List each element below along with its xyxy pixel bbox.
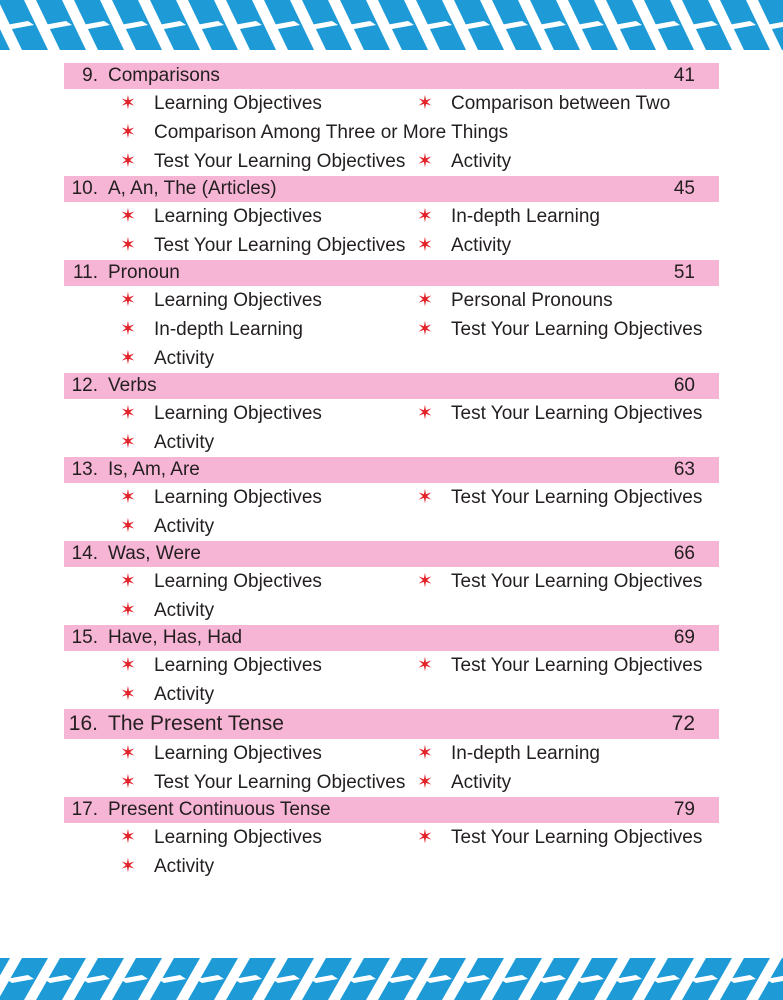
- asterisk-bullet-icon: ✶: [120, 290, 136, 311]
- topic-label: Test Your Learning Objectives: [154, 771, 406, 793]
- asterisk-bullet-icon: ✶: [120, 348, 136, 369]
- topic-label: Test Your Learning Objectives: [154, 150, 406, 172]
- asterisk-bullet-icon: ✶: [120, 151, 136, 172]
- chapter-header: [64, 457, 719, 483]
- topic-label: Test Your Learning Objectives: [451, 402, 703, 424]
- asterisk-bullet-icon: ✶: [120, 516, 136, 537]
- topic-label: Activity: [154, 347, 215, 369]
- topic-item: [417, 739, 717, 768]
- topic-label: Activity: [154, 599, 215, 621]
- topic-label: Test Your Learning Objectives: [451, 654, 703, 676]
- chapter-title[interactable]: Present Continuous Tense: [108, 799, 331, 820]
- asterisk-bullet-icon: ✶: [120, 571, 136, 592]
- chapter-topics: [120, 483, 719, 541]
- topic-item: [120, 483, 417, 512]
- asterisk-bullet-icon: ✶: [417, 571, 433, 592]
- topic-item: [120, 344, 417, 373]
- topic-label: Learning Objectives: [154, 289, 322, 311]
- asterisk-bullet-icon: ✶: [417, 772, 433, 793]
- topic-item: [120, 680, 417, 709]
- asterisk-bullet-icon: ✶: [120, 487, 136, 508]
- topic-item: [417, 286, 717, 315]
- asterisk-bullet-icon: ✶: [120, 403, 136, 424]
- topic-item: [417, 768, 717, 797]
- asterisk-bullet-icon: ✶: [417, 290, 433, 311]
- topic-item: [417, 823, 717, 852]
- chapter-number: 9.: [82, 65, 98, 86]
- asterisk-bullet-icon: ✶: [120, 743, 136, 764]
- topic-label: Activity: [451, 234, 512, 256]
- chapter-page-number: 45: [673, 178, 695, 199]
- asterisk-bullet-icon: ✶: [120, 206, 136, 227]
- chapter-number: 16.: [68, 712, 98, 735]
- chapter-number: 14.: [71, 543, 98, 564]
- chapter-page-number: 60: [673, 375, 695, 396]
- asterisk-bullet-icon: ✶: [120, 827, 136, 848]
- asterisk-bullet-icon: ✶: [417, 827, 433, 848]
- topic-label: Activity: [451, 150, 512, 172]
- asterisk-bullet-icon: ✶: [417, 93, 433, 114]
- topic-item: [417, 231, 717, 260]
- topic-item: [417, 651, 717, 680]
- topic-item: [120, 147, 417, 176]
- asterisk-bullet-icon: ✶: [417, 206, 433, 227]
- asterisk-bullet-icon: ✶: [120, 122, 136, 143]
- chapter-header: [64, 625, 719, 651]
- topic-label: Test Your Learning Objectives: [451, 486, 703, 508]
- chapter-header: [64, 797, 719, 823]
- topic-item: [120, 739, 417, 768]
- topic-item: [120, 202, 417, 231]
- topic-item: [120, 596, 417, 625]
- chapter-page-number: 41: [673, 65, 695, 86]
- chapter-topics: [120, 89, 719, 176]
- chapter-topics: [120, 202, 719, 260]
- topic-label: Test Your Learning Objectives: [154, 234, 406, 256]
- chapter-header: [64, 541, 719, 567]
- topic-label: Learning Objectives: [154, 742, 322, 764]
- topic-item: [120, 823, 417, 852]
- topic-item: [120, 118, 717, 147]
- topic-label: Comparison Among Three or More Things: [154, 121, 509, 143]
- chapter-header: [64, 176, 719, 202]
- chapter-page-number: 63: [673, 459, 695, 480]
- chapter-title[interactable]: Verbs: [108, 375, 157, 396]
- chapter-page-number: 72: [671, 712, 695, 735]
- topic-item: [120, 651, 417, 680]
- decorative-tile-border-bottom: [0, 958, 783, 1000]
- chapter-number: 17.: [71, 799, 98, 820]
- asterisk-bullet-icon: ✶: [120, 235, 136, 256]
- topic-item: [120, 768, 417, 797]
- chapter-topics: [120, 567, 719, 625]
- chapter-title[interactable]: Was, Were: [108, 543, 201, 564]
- topic-item: [120, 852, 417, 881]
- chapter-topics: [120, 399, 719, 457]
- topic-label: Activity: [451, 771, 512, 793]
- asterisk-bullet-icon: ✶: [120, 684, 136, 705]
- asterisk-bullet-icon: ✶: [417, 151, 433, 172]
- topic-label: Personal Pronouns: [451, 289, 613, 311]
- asterisk-bullet-icon: ✶: [120, 319, 136, 340]
- chapter-page-number: 51: [673, 262, 695, 283]
- topic-item: [417, 399, 717, 428]
- topic-label: Learning Objectives: [154, 826, 322, 848]
- topic-label: Learning Objectives: [154, 570, 322, 592]
- topic-label: Activity: [154, 683, 215, 705]
- chapter-title[interactable]: Comparisons: [108, 65, 220, 86]
- topic-item: [417, 315, 717, 344]
- topic-item: [120, 286, 417, 315]
- topic-label: In-depth Learning: [154, 318, 303, 340]
- chapter-page-number: 79: [673, 799, 695, 820]
- topic-label: Learning Objectives: [154, 92, 322, 114]
- asterisk-bullet-icon: ✶: [120, 93, 136, 114]
- topic-label: Test Your Learning Objectives: [451, 826, 703, 848]
- topic-label: Comparison between Two: [451, 92, 671, 114]
- asterisk-bullet-icon: ✶: [417, 655, 433, 676]
- topic-label: Activity: [154, 855, 215, 877]
- asterisk-bullet-icon: ✶: [120, 655, 136, 676]
- asterisk-bullet-icon: ✶: [417, 487, 433, 508]
- asterisk-bullet-icon: ✶: [120, 856, 136, 877]
- chapter-title[interactable]: The Present Tense: [108, 712, 284, 735]
- chapter-page-number: 66: [673, 543, 695, 564]
- asterisk-bullet-icon: ✶: [417, 319, 433, 340]
- topic-item: [120, 89, 417, 118]
- topic-label: In-depth Learning: [451, 742, 600, 764]
- topic-item: [120, 399, 417, 428]
- asterisk-bullet-icon: ✶: [120, 772, 136, 793]
- topic-item: [120, 567, 417, 596]
- topic-label: Test Your Learning Objectives: [451, 570, 703, 592]
- asterisk-bullet-icon: ✶: [417, 235, 433, 256]
- topic-label: In-depth Learning: [451, 205, 600, 227]
- asterisk-bullet-icon: ✶: [417, 403, 433, 424]
- topic-item: [120, 315, 417, 344]
- chapter-topics: [120, 823, 719, 881]
- chapter-number: 13.: [71, 459, 98, 480]
- topic-item: [120, 512, 417, 541]
- chapter-header: [64, 709, 719, 739]
- topic-label: Activity: [154, 431, 215, 453]
- decorative-tile-border-top: [0, 0, 783, 50]
- asterisk-bullet-icon: ✶: [417, 743, 433, 764]
- chapter-header: [64, 63, 719, 89]
- chapter-number: 15.: [71, 627, 98, 648]
- asterisk-bullet-icon: ✶: [120, 600, 136, 621]
- chapter-title[interactable]: A, An, The (Articles): [108, 178, 277, 199]
- chapter-page-number: 69: [673, 627, 695, 648]
- table-of-contents: [64, 63, 719, 881]
- chapter-header: [64, 373, 719, 399]
- topic-label: Learning Objectives: [154, 205, 322, 227]
- topic-label: Learning Objectives: [154, 402, 322, 424]
- topic-item: [417, 567, 717, 596]
- topic-item: [120, 231, 417, 260]
- topic-label: Activity: [154, 515, 215, 537]
- chapter-title[interactable]: Pronoun: [108, 262, 180, 283]
- chapter-title[interactable]: Have, Has, Had: [108, 627, 243, 648]
- topic-item: [417, 89, 717, 118]
- asterisk-bullet-icon: ✶: [120, 432, 136, 453]
- topic-item: [417, 147, 717, 176]
- chapter-topics: [120, 286, 719, 373]
- chapter-title[interactable]: Is, Am, Are: [108, 459, 200, 480]
- topic-label: Test Your Learning Objectives: [451, 318, 703, 340]
- chapter-number: 11.: [72, 262, 98, 283]
- topic-item: [120, 428, 417, 457]
- topic-item: [417, 202, 717, 231]
- topic-label: Learning Objectives: [154, 486, 322, 508]
- chapter-topics: [120, 739, 719, 797]
- chapter-number: 10.: [71, 178, 98, 199]
- topic-label: Learning Objectives: [154, 654, 322, 676]
- chapter-header: [64, 260, 719, 286]
- chapter-topics: [120, 651, 719, 709]
- topic-item: [417, 483, 717, 512]
- chapter-number: 12.: [71, 375, 98, 396]
